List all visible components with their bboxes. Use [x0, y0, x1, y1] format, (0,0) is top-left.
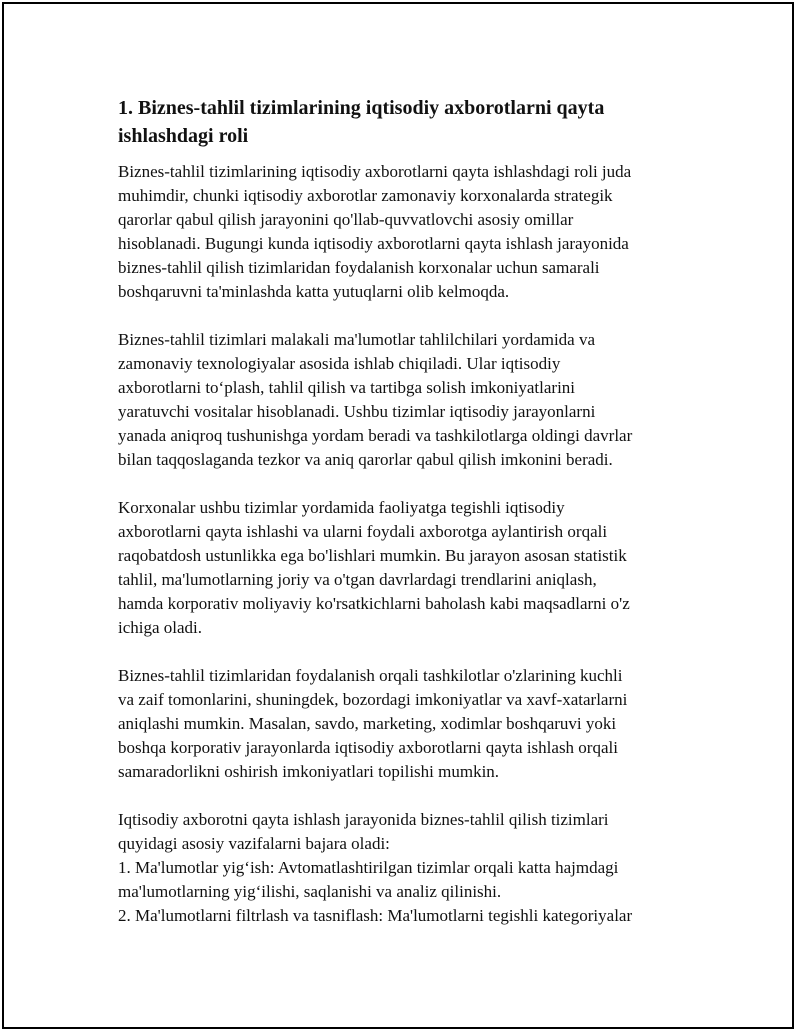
section-heading: 1. Biznes-tahlil tizimlarining iqtisodiy axborotlarni qayta ishlashdagi roli — [118, 97, 605, 147]
paragraph-5: Iqtisodiy axborotni qayta ishlash jarayonida biznes-tahlil qilish tizimlari quyidagi asosiy vazifalarni bajara oladi: 1. Ma'lumotlar yig‘ish: Avtomatlashtirilgan tizimlar orqali katta hajmdagi ma'lumotlarning yig‘ilishi, saqlanishi va analiz qilinishi. 2. Ma'lumotlarni filtrlash va tasniflash: Ma'lumotlarni tegishli kategoriyalar — [118, 810, 633, 925]
paragraph-3: Korxonalar ushbu tizimlar yordamida faoliyatga tegishli iqtisodiy axborotlarni qayta ishlashi va ularni foydali axborotga aylantirish orqali raqobatdosh ustunlikka ega bo'lishlari mumkin. Bu jarayon asosan statistik tahlil, ma'lumotlarning joriy va o'tgan davrlardagi trendlarini aniqlash, hamda korporativ moliyaviy ko'rsatkichlarni baholash kabi maqsadlarni o'z ichiga oladi. — [118, 498, 630, 637]
paragraph-1: Biznes-tahlil tizimlarining iqtisodiy axborotlarni qayta ishlashdagi roli juda muhimdir, chunki iqtisodiy axborotlar zamonaviy korxonalarda strategik qarorlar qabul qilish jarayonini qo'llab-quvvatlovchi asosiy omillar hisoblanadi. Bugungi kunda iqtisodiy axborotlarni qayta ishlash jarayonida biznes-tahlil qilish tizimlaridan foydalanish korxonalar uchun samarali boshqaruvni ta'minlashda katta yutuqlarni olib kelmoqda. — [118, 162, 632, 301]
paragraph-4: Biznes-tahlil tizimlaridan foydalanish orqali tashkilotlar o'zlarining kuchli va zaif tomonlarini, shuningdek, bozordagi imkoniyatlar va xavf-xatarlarni aniqlashi mumkin. Masalan, savdo, marketing, xodimlar boshqaruvi yoki boshqa korporativ jarayonlarda iqtisodiy axborotlarni qayta ishlash orqali samaradorlikni oshirish imkoniyatlari topilishi mumkin. — [118, 666, 628, 781]
document-body — [118, 94, 698, 928]
paragraph-2: Biznes-tahlil tizimlari malakali ma'lumotlar tahlilchilari yordamida va zamonaviy texnologiyalar asosida ishlab chiqiladi. Ular iqtisodiy axborotlarni to‘plash, tahlil qilish va tartibga solish imkoniyatlarini yaratuvchi vositalar hisoblanadi. Ushbu tizimlar iqtisodiy jarayonlarni yanada aniqroq tushunishga yordam beradi va tashkilotlarga oldingi davrlar bilan taqqoslaganda tezkor va aniq qarorlar qabul qilish imkonini beradi. — [118, 330, 633, 469]
